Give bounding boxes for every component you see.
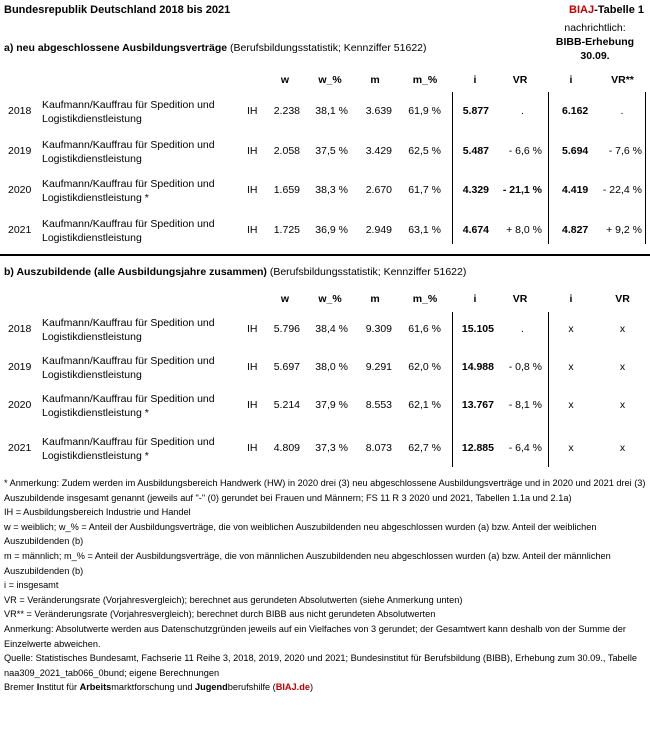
vr-value: - 6,4 % [508, 442, 542, 454]
w-value: 2.238 [273, 105, 300, 117]
header-w-pct: w_% [318, 74, 342, 86]
year: 2018 [8, 105, 32, 117]
header-vr: VR [512, 74, 528, 86]
credit-bold: J [195, 682, 201, 693]
header-vr: VR [512, 293, 528, 305]
vr-value: - 6,6 % [508, 145, 542, 157]
i-value: 13.767 [461, 399, 494, 411]
section-separator [0, 254, 650, 256]
area: IH [247, 184, 258, 196]
header-m: m [370, 293, 380, 305]
credit-part: marktforschung und [111, 682, 196, 693]
i-value: 4.674 [462, 224, 489, 236]
m-value: 9.291 [365, 361, 392, 373]
job-title: Kaufmann/Kauffrau für Spedition und Logistikdienstleistung [42, 218, 215, 244]
section-a-title-bold: a) neu abgeschlossene Ausbildungsverträge [4, 42, 228, 54]
section-a-divider-right [645, 92, 646, 244]
vr-value: - 21,1 % [502, 184, 542, 196]
vr2-value: x [619, 361, 626, 373]
vr2-value: x [619, 399, 626, 411]
job-title: Kaufmann/Kauffrau für Spedition und Logistikdienstleistung [42, 355, 215, 381]
m-value: 8.073 [365, 442, 392, 454]
vr-value: . [521, 105, 524, 117]
footnote-vr2: VR** = Veränderungsrate (Vorjahresvergleich); berechnet durch BIBB aus nicht gerundeten Absolutwerten [4, 609, 436, 620]
job-title: Kaufmann/Kauffrau für Spedition und Logistikdienstleistung * [42, 178, 215, 204]
year: 2020 [8, 399, 32, 411]
footnote-w: w = weiblich; w_% = Anteil der Ausbildungsverträge, die von weiblichen Auszubildenden neu abgeschlossen wurden (a) bzw. Anteil der weiblichen Auszubildenden (b) [4, 521, 597, 547]
m-pct-value: 63,1 % [408, 224, 441, 236]
credit-part: berufshilfe ( [227, 682, 276, 693]
area: IH [247, 442, 258, 454]
w-pct-value: 38,3 % [315, 184, 348, 196]
m-pct-value: 62,1 % [408, 399, 441, 411]
vr2-value: - 22,4 % [602, 184, 642, 196]
job-title: Kaufmann/Kauffrau für Spedition und Logistikdienstleistung [42, 317, 215, 343]
credit-bold: I [36, 682, 40, 693]
table-label [569, 4, 644, 16]
vr-value: - 8,1 % [508, 399, 542, 411]
credit-part: nstitut für [39, 682, 80, 693]
extra-note [550, 21, 640, 63]
w-value: 5.796 [273, 323, 300, 335]
w-pct-value: 37,3 % [315, 442, 348, 454]
i2-value: x [568, 323, 574, 335]
i-value: 14.988 [461, 361, 494, 373]
m-pct-value: 62,0 % [408, 361, 441, 373]
header-i: i [473, 74, 477, 86]
header-m: m [370, 74, 380, 86]
footnote-source: Quelle: Statistisches Bundesamt, Fachserie 11 Reihe 3, 2018, 2019, 2020 und 2021; Bundesinstitut für Berufsbildung (BIBB), Erhebung zum 30.09., Tabelle naa309_2021_tab066_0bund; eigene Berechnungen [4, 653, 637, 678]
w-pct-value: 38,4 % [315, 323, 348, 335]
footnotes [4, 476, 646, 695]
credit-bold: A [79, 682, 87, 693]
m-pct-value: 61,7 % [408, 184, 441, 196]
job-title: Kaufmann/Kauffrau für Spedition und Logistikdienstleistung * [42, 393, 215, 419]
section-b-divider-i-left [452, 312, 453, 467]
section-b-title-rest: (Berufsbildungsstatistik; Kennziffer 51622) [266, 266, 467, 278]
i2-value: x [568, 399, 574, 411]
vr-value: + 8,0 % [506, 224, 542, 236]
header-m-pct: m_% [412, 293, 438, 305]
m-value: 3.639 [365, 105, 392, 117]
i-value: 12.885 [461, 442, 494, 454]
i2-value: 4.419 [562, 184, 589, 196]
job-title: Kaufmann/Kauffrau für Spedition und Logistikdienstleistung * [42, 436, 215, 462]
i-value: 5.487 [462, 145, 489, 157]
vr2-value: - 7,6 % [608, 145, 642, 157]
job-title: Kaufmann/Kauffrau für Spedition und Logistikdienstleistung [42, 99, 215, 125]
year: 2019 [8, 361, 32, 373]
extra-note-line1: nachrichtlich: [564, 22, 626, 34]
credit-part: ) [309, 682, 314, 693]
i2-value: 5.694 [562, 145, 589, 157]
credit-bold: ugend [200, 682, 228, 693]
area: IH [247, 361, 258, 373]
w-value: 5.697 [273, 361, 300, 373]
w-pct-value: 36,9 % [315, 224, 348, 236]
year: 2018 [8, 323, 32, 335]
footnote-vr: VR = Veränderungsrate (Vorjahresvergleich); berechnet aus gerundeten Absolutwerten (siehe Anmerkung unten) [4, 594, 463, 605]
year: 2021 [8, 442, 32, 454]
table-label-prefix: BIAJ [569, 4, 595, 16]
header-i: i [473, 293, 477, 305]
header-w: w [280, 74, 290, 86]
m-pct-value: 61,6 % [408, 323, 441, 335]
i-value: 4.329 [462, 184, 489, 196]
credit-part: Bremer [4, 682, 37, 693]
extra-note-line3: 30.09. [580, 50, 610, 62]
w-value: 5.214 [273, 399, 300, 411]
m-value: 2.670 [365, 184, 392, 196]
vr2-value: . [620, 105, 624, 117]
header-i2: i [569, 74, 573, 86]
m-value: 3.429 [365, 145, 392, 157]
vr2-value: x [619, 442, 626, 454]
extra-note-line2: BIBB-Erhebung [555, 36, 635, 48]
table-label-suffix: -Tabelle 1 [594, 4, 644, 16]
biaj-link[interactable]: BIAJ.de [275, 682, 310, 693]
w-value: 4.809 [273, 442, 300, 454]
year: 2019 [8, 145, 32, 157]
i2-value: 6.162 [562, 105, 589, 117]
credit-line [4, 680, 646, 695]
m-pct-value: 62,5 % [408, 145, 441, 157]
area: IH [247, 224, 258, 236]
area: IH [247, 145, 258, 157]
section-b-title-bold: b) Auszubildende (alle Ausbildungsjahre zusammen) [4, 266, 267, 278]
i-value: 15.105 [461, 323, 494, 335]
w-pct-value: 37,5 % [315, 145, 348, 157]
m-value: 9.309 [365, 323, 392, 335]
year: 2021 [8, 224, 32, 236]
i2-value: 4.827 [562, 224, 589, 236]
vr2-value: x [619, 323, 626, 335]
w-pct-value: 38,1 % [315, 105, 348, 117]
w-value: 2.058 [273, 145, 300, 157]
i2-value: x [568, 442, 574, 454]
footnote-asterisk: * Anmerkung: Zudem werden im Ausbildungsbereich Handwerk (HW) in 2020 drei (3) neu abgeschlossene Ausbildungsverträge und in 2020 und 2021 drei (3) Auszubildende insgesamt genannt (jeweils auf "-" (0) gerundet bei Frauen und Männern; FS 11 R 3 2020 und 2021, Tabellen 1.1a und 2.1a) [4, 478, 646, 503]
m-value: 8.553 [365, 399, 392, 411]
m-pct-value: 62,7 % [408, 442, 441, 454]
section-b-divider-i-right [548, 312, 549, 467]
i-value: 5.877 [462, 105, 489, 117]
vr-value: - 0,8 % [508, 361, 542, 373]
header-vr2: VR** [611, 74, 634, 86]
section-a-divider-i-right [548, 92, 549, 244]
section-a-title [4, 42, 427, 54]
w-value: 1.725 [273, 224, 300, 236]
i2-value: x [568, 361, 574, 373]
header-vr2: VR [615, 293, 630, 305]
area: IH [247, 399, 258, 411]
m-pct-value: 61,9 % [408, 105, 441, 117]
w-pct-value: 38,0 % [315, 361, 348, 373]
vr-value: . [521, 323, 524, 335]
year: 2020 [8, 184, 32, 196]
w-pct-value: 37,9 % [315, 399, 348, 411]
header-w: w [280, 293, 290, 305]
footnote-rounding: Anmerkung: Absolutwerte werden aus Datenschutzgründen jeweils auf ein Vielfaches von 3 gerundet; der Gesamtwert kann deshalb von der Summe der Einzelwerte abweichen. [4, 623, 626, 649]
area: IH [247, 323, 258, 335]
page-title: Bundesrepublik Deutschland 2018 bis 2021 [4, 4, 231, 16]
section-a-title-rest: (Berufsbildungsstatistik; Kennziffer 51622) [227, 42, 427, 54]
vr2-value: + 9,2 % [606, 224, 642, 236]
footnote-m: m = männlich; m_% = Anteil der Ausbildungsverträge, die von männlichen Auszubildenden neu abgeschlossen wurden (a) bzw. Anteil der männlichen Auszubildenden (b) [4, 550, 611, 576]
footnote-i: i = insgesamt [4, 580, 59, 591]
w-value: 1.659 [273, 184, 300, 196]
job-title: Kaufmann/Kauffrau für Spedition und Logistikdienstleistung [42, 139, 215, 165]
m-value: 2.949 [365, 224, 392, 236]
header-w-pct: w_% [318, 293, 342, 305]
footnote-ih: IH = Ausbildungsbereich Industrie und Handel [4, 507, 191, 518]
credit-bold: rbeits [86, 682, 112, 693]
header-i2: i [569, 293, 573, 305]
section-a-divider-i-left [452, 92, 453, 244]
header-m-pct: m_% [412, 74, 438, 86]
section-b-title [4, 266, 466, 278]
area: IH [247, 105, 258, 117]
